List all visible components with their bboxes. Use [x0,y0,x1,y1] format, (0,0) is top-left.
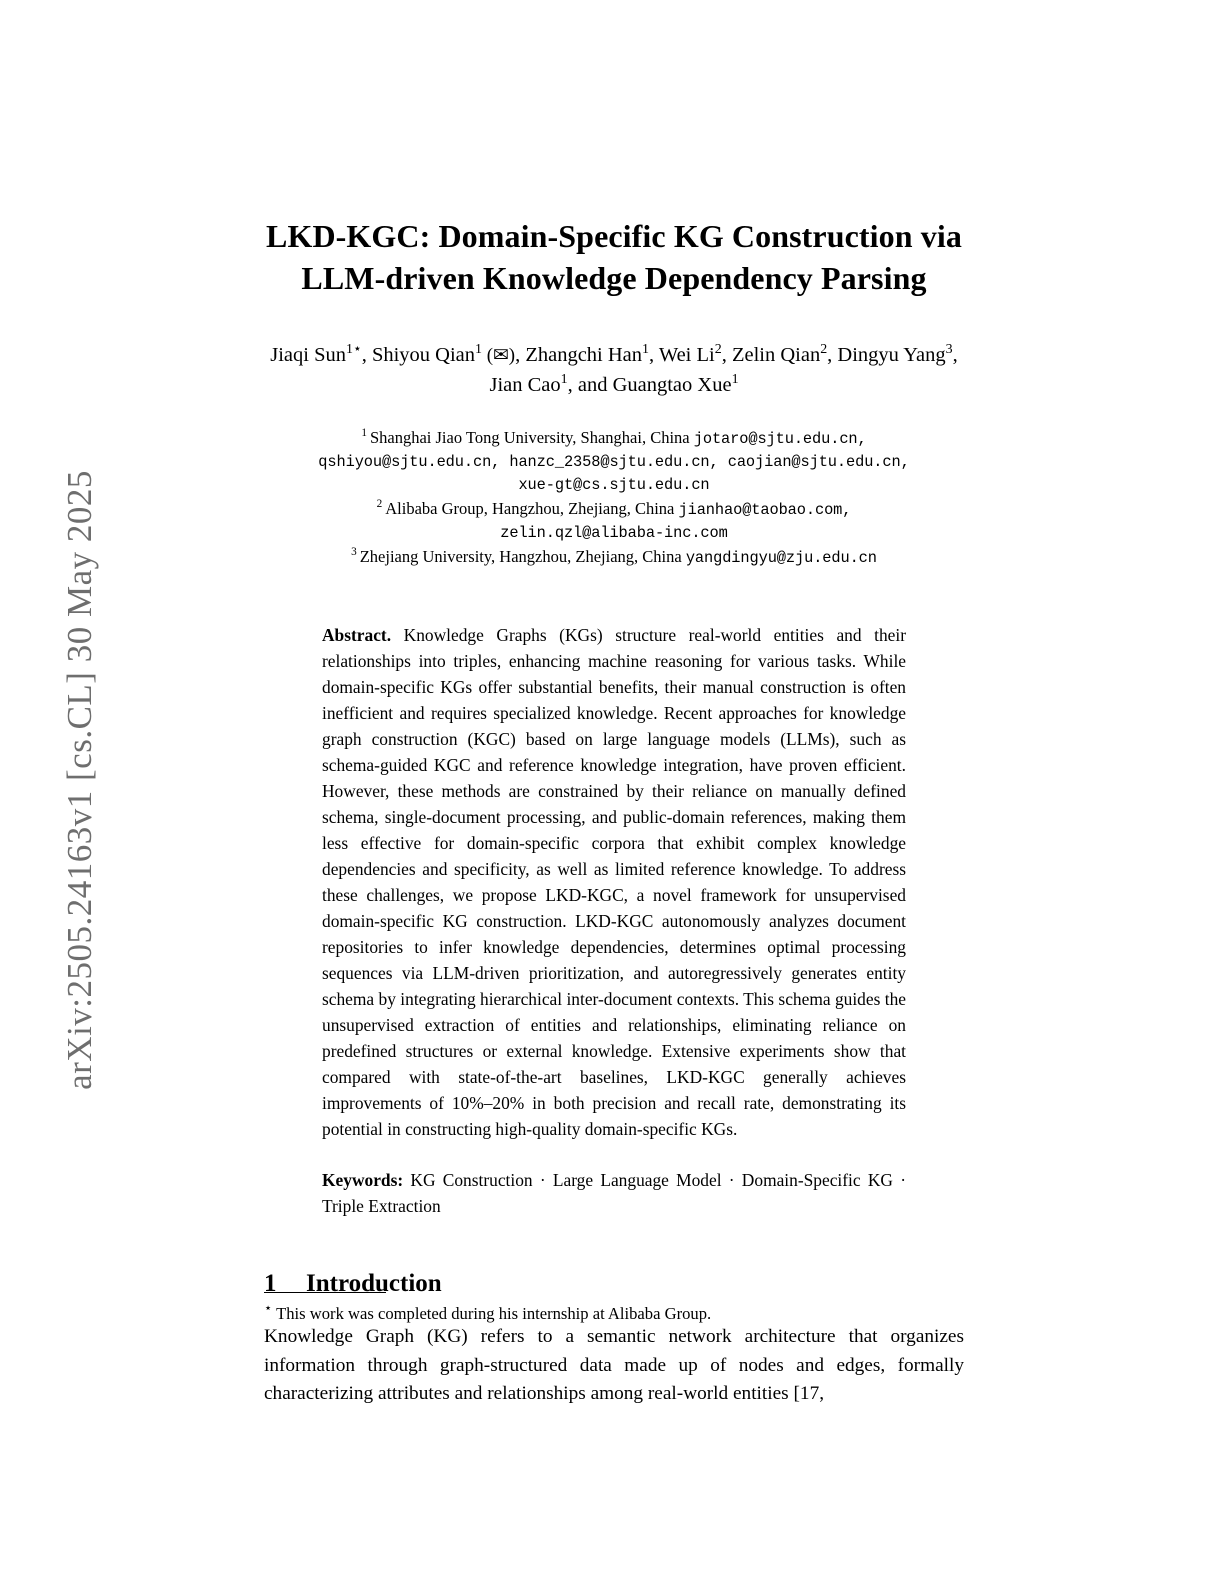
author-jiaqi-sun-sup: 1⋆ [346,342,362,358]
footnote-separator-rule [264,1292,386,1293]
author-zhangchi-han: , Zhangchi Han [515,344,643,367]
author-guangtao-xue: , and Guangtao Xue [567,373,732,396]
author-jian-cao: , Jian Cao [489,344,958,396]
paper-page [264,0,964,1584]
author-dingyu-yang-last: Yang [903,344,946,367]
author-wei-li-sup: 2 [714,342,722,358]
footnote-text-content: This work was completed during his internship at Alibaba Group. [276,1304,712,1323]
affiliation-3-name: Zhejiang University, Hangzhou, Zhejiang, China [359,546,686,566]
author-zhangchi-han-sup: 1 [642,342,649,358]
affiliation-2-email-1: jianhao@taobao.com, [678,500,852,519]
author-list [264,341,964,399]
affiliation-3 [264,545,964,570]
arxiv-stamp-text: arXiv:2505.24163v1 [cs.CL] 30 May 2025 [60,470,99,1090]
author-shiyou-qian-sup: 1 [475,342,482,358]
abstract-label: Abstract. [322,624,392,645]
affiliation-3-marker: 3 [351,546,357,559]
affiliation-2-emails-row-2: zelin.qzl@alibaba-inc.com [500,523,728,542]
footnote-marker: ⋆ [264,1300,273,1316]
abstract-block [322,622,906,1219]
arxiv-stamp [0,0,120,1584]
abstract-paragraph [322,622,906,1142]
affiliation-1-emails-row-3: xue-gt@cs.sjtu.edu.cn [518,475,710,494]
footnote [264,1302,964,1325]
affiliation-1-name: Shanghai Jiao Tong University, Shanghai, China [369,427,694,447]
keywords-paragraph [322,1167,906,1219]
author-guangtao-xue-sup: 1 [731,371,739,387]
affiliation-3-email-1: yangdingyu@zju.edu.cn [685,548,877,567]
corresponding-author-envelope-icon: (✉) [482,345,516,367]
abstract-body: Knowledge Graphs (KGs) structure real-world entities and their relationships into triples, enhancing machine reasoning for various tasks. While domain-specific KGs offer substantial benefits, their manual construction is often inefficient and requires specialized knowledge. Recent approaches for knowledge graph construction (KGC) based on large language models (LLMs), such as schema-guided KGC and reference knowledge integration, have proven efficient. However, these methods are constrained by their reliance on manually defined schema, single-document processing, and public-domain references, making them less effective for domain-specific corpora that exhibit complex knowledge dependencies and specificity, as well as limited reference knowledge. To address these challenges, we propose LKD-KGC, a novel framework for unsupervised domain-specific KG construction. LKD-KGC autonomously analyzes document repositories to infer knowledge dependencies, determines optimal processing sequences via LLM-driven prioritization, and autoregressively generates entity schema by integrating hierarchical inter-document contexts. This schema guides the unsupervised extraction of entities and relationships, eliminating reliance on predefined structures or external knowledge. Extensive experiments show that compared with state-of-the-art baselines, LKD-KGC generally achieves improvements of 10%–20% in both precision and recall rate, demonstrating its potential in constructing high-quality domain-specific KGs. [322,624,906,1140]
keywords-body: KG Construction · Large Language Model · Domain-Specific KG · Triple Extraction [322,1170,906,1217]
keywords-label: Keywords: [322,1170,404,1191]
affiliation-1-email-1: jotaro@sjtu.edu.cn, [693,429,867,448]
page-title [264,215,964,299]
affiliation-list [264,426,964,570]
section-number: 1 [264,1270,277,1298]
author-wei-li: , Wei Li [649,344,715,367]
affiliation-1-marker: 1 [361,427,367,440]
title-line-2: LLM-driven Knowledge Dependency Parsing [301,260,927,297]
author-jiaqi-sun: Jiaqi Sun [270,344,346,367]
author-shiyou-qian: , Shiyou Qian [361,344,476,367]
author-dingyu-yang-sup: 3 [945,342,953,358]
section-title: Introduction [306,1270,442,1298]
affiliation-1 [264,426,964,451]
affiliation-2 [264,497,964,522]
affiliation-1-emails-row-2: qshiyou@sjtu.edu.cn, hanzc_2358@sjtu.edu.cn, caojian@sjtu.edu.cn, [318,452,910,471]
author-jian-cao-sup: 1 [560,371,568,387]
affiliation-2-name: Alibaba Group, Hangzhou, Zhejiang, China [385,498,679,518]
title-line-1: LKD-KGC: Domain-Specific KG Construction via [266,218,962,254]
footnote-area [264,1292,964,1325]
affiliation-2-marker: 2 [376,498,383,511]
introduction-paragraph: Knowledge Graph (KG) refers to a semantic network architecture that organizes information through graph-structured data made up of nodes and edges, formally characterizing attributes and relationships among real-world entities [17, [264,1326,964,1405]
author-zelin-qian-sup: 2 [820,342,828,358]
author-zelin-qian: , Zelin Qian [721,344,821,367]
author-dingyu-yang-first: , Dingyu [827,344,899,367]
